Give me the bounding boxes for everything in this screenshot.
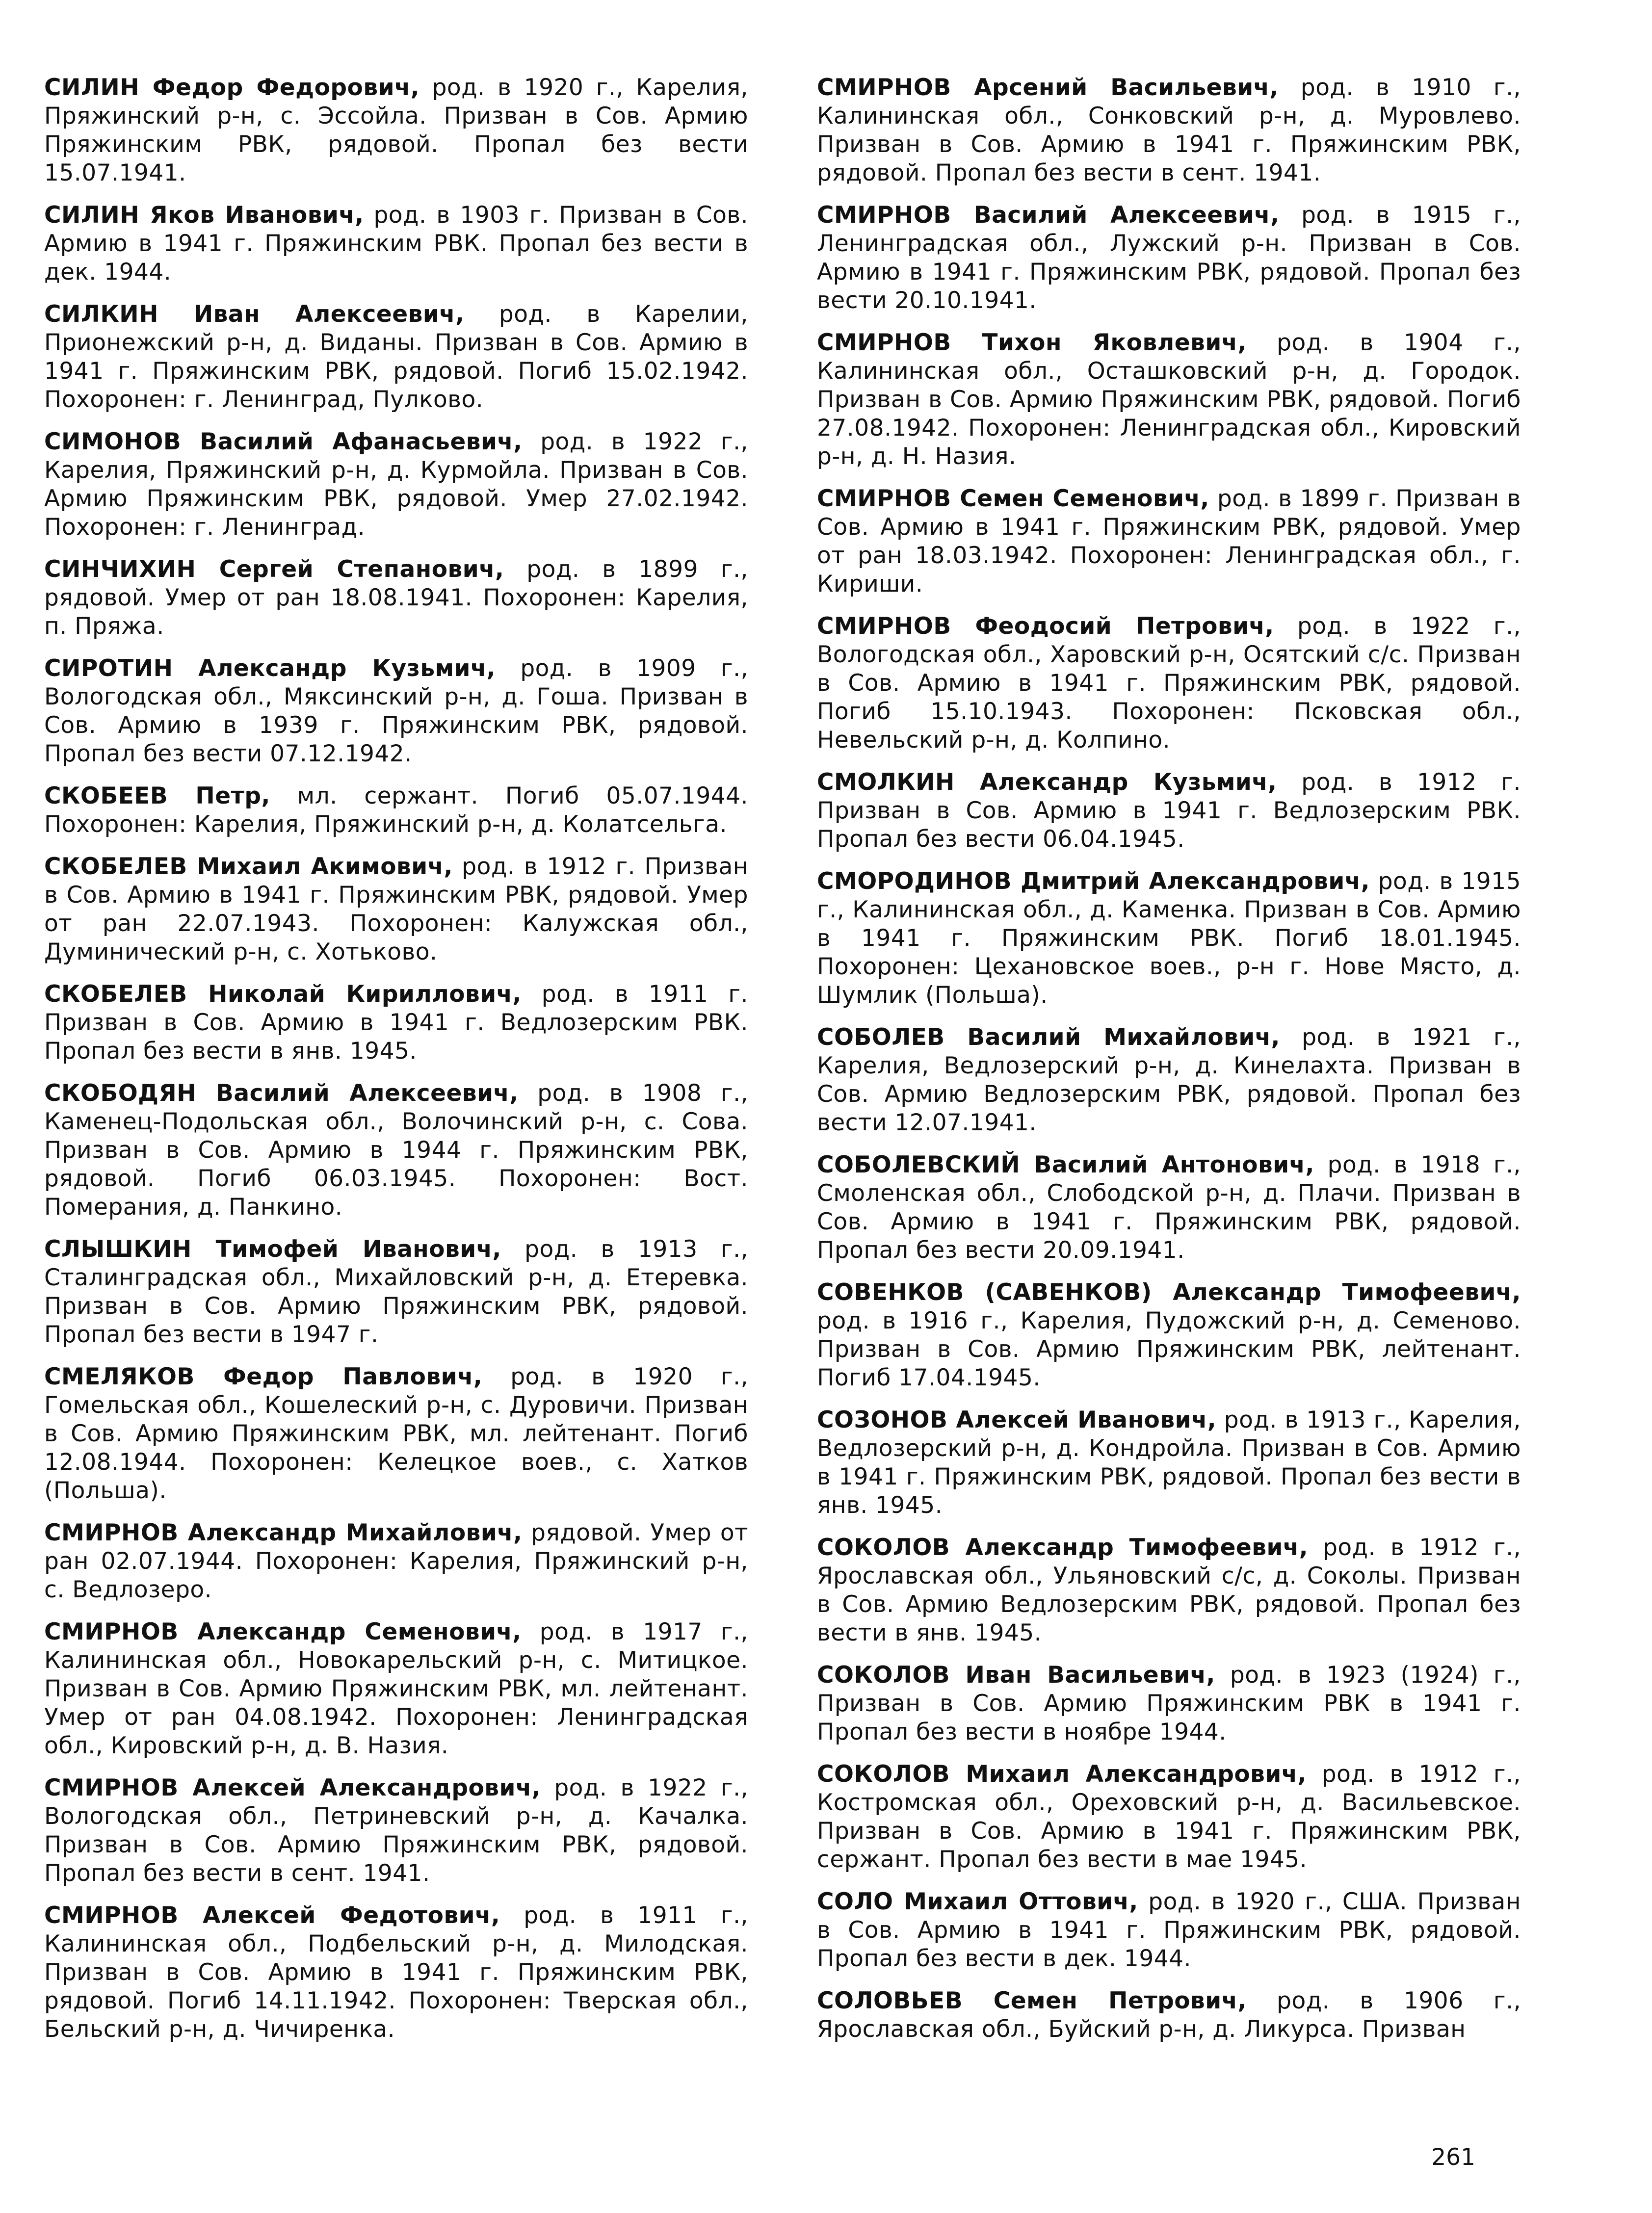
page-number: 261 bbox=[1431, 2144, 1475, 2171]
entry bbox=[44, 1618, 748, 1760]
entry-name: СОКОЛОВ Михаил Александрович, bbox=[817, 1761, 1307, 1788]
entry-name: СМЕЛЯКОВ Федор Павлович, bbox=[44, 1363, 483, 1390]
entry bbox=[817, 1278, 1521, 1392]
entry-name: СМИРНОВ Алексей Александрович, bbox=[44, 1774, 541, 1801]
entry bbox=[817, 1888, 1521, 1973]
entry-text: род. в 1917 г., Калининская обл., Новокарельский р-н, с. Митицкое. Призван в Сов. Армию Пряжинским РВК, мл. лейтенант. Умер от ран 04.08.1942. Похоронен: Ленинградская обл., Кировский р-н, д. В. Назия. bbox=[44, 1618, 748, 1759]
entry bbox=[817, 768, 1521, 854]
entry-text: рядовой. Умер от ран 02.07.1944. Похоронен: Карелия, Пряжинский р-н, с. Ведлозеро. bbox=[44, 1519, 748, 1603]
entry-text: род. в 1915 г., Калининская обл., д. Каменка. Призван в Сов. Армию в 1941 г. Пряжинским РВК. Погиб 18.01.1945. Похоронен: Цехановское воев., р-н г. Нове Място, д. Шумлик (Польша). bbox=[817, 868, 1521, 1009]
entry bbox=[817, 1151, 1521, 1265]
entry-text: род. в 1909 г., Вологодская обл., Мяксинский р-н, д. Гоша. Призван в Сов. Армию в 1939 г. Пряжинским РВК, рядовой. Пропал без вести 07.12.1942. bbox=[44, 655, 749, 767]
entry bbox=[44, 980, 748, 1066]
entry-text: род. в 1910 г., Калининская обл., Сонковский р-н, д. Муровлево. Призван в Сов. Армию в 1941 г. Пряжинским РВК, рядовой. Пропал без вести в сент. 1941. bbox=[817, 74, 1521, 186]
entry-name: СОБОЛЕВ Василий Михайлович, bbox=[817, 1024, 1280, 1051]
entry-text: род. в 1922 г., Вологодская обл., Харовский р-н, Осятский с/с. Призван в Сов. Армию в 1941 г. Пряжинским РВК, рядовой. Погиб 15.10.1943. Похоронен: Псковская обл., Невельский р-н, д. Колпино. bbox=[817, 613, 1521, 754]
entry-name: СМИРНОВ Александр Семенович, bbox=[44, 1618, 522, 1645]
entry-name: СОЗОНОВ Алексей Иванович, bbox=[817, 1406, 1217, 1433]
entry-name: СИМОНОВ Василий Афанасьевич, bbox=[44, 428, 523, 455]
entry-name: СИЛИН Федор Федорович, bbox=[44, 74, 420, 101]
entry-text: род. в 1918 г., Смоленская обл., Слободской р-н, д. Плачи. Призван в Сов. Армию в 1941 г. Пряжинским РВК, рядовой. Пропал без вести 20.09.1941. bbox=[817, 1151, 1521, 1264]
entry-text: род. в 1903 г. Призван в Сов. Армию в 1941 г. Пряжинским РВК. Пропал без вести в дек. 1944. bbox=[44, 202, 748, 286]
entry bbox=[44, 300, 748, 414]
entry-text: род. в 1912 г., Ярославская обл., Ульяновский с/с, д. Соколы. Призван в Сов. Армию Ведлозерским РВК, рядовой. Пропал без вести в янв. 1945. bbox=[817, 1534, 1521, 1646]
entry-name: СОВЕНКОВ (САВЕНКОВ) Александр Тимофеевич, bbox=[817, 1279, 1521, 1306]
entry-text: род. в 1912 г. Призван в Сов. Армию в 1941 г. Ведлозерским РВК. Пропал без вести 06.04.1945. bbox=[817, 769, 1521, 853]
entry-text: род. в 1922 г., Карелия, Пряжинский р-н, д. Курмойла. Призван в Сов. Армию Пряжинским РВК, рядовой. Умер 27.02.1942. Похоронен: г. Ленинград. bbox=[44, 428, 748, 541]
entry-text: род. в 1904 г., Калининская обл., Осташковский р-н, д. Городок. Призван в Сов. Армию Пряжинским РВК, рядовой. Погиб 27.08.1942. Похоронен: Ленинградская обл., Кировский р-н, д. Н. Назия. bbox=[817, 329, 1521, 470]
entry-name: СИРОТИН Александр Кузьмич, bbox=[44, 655, 496, 682]
entry bbox=[817, 201, 1521, 315]
entry-name: СИНЧИХИН Сергей Степанович, bbox=[44, 556, 504, 583]
entry bbox=[817, 74, 1521, 187]
entry bbox=[44, 1235, 748, 1349]
entry-text: род. в 1915 г., Ленинградская обл., Лужский р-н. Призван в Сов. Армию в 1941 г. Пряжинским РВК, рядовой. Пропал без вести 20.10.1941. bbox=[817, 202, 1521, 314]
entry-text: род. в 1923 (1924) г., Призван в Сов. Армию Пряжинским РВК в 1941 г. Пропал без вести в ноябре 1944. bbox=[817, 1662, 1521, 1745]
entry-text: род. в 1921 г., Карелия, Ведлозерский р-н, д. Кинелахта. Призван в Сов. Армию Ведлозерским РВК, рядовой. Пропал без вести 12.07.1941. bbox=[817, 1024, 1521, 1136]
entry-text: род. в 1922 г., Вологодская обл., Петриневский р-н, д. Качалка. Призван в Сов. Армию Пряжинским РВК, рядовой. Пропал без вести в сент. 1941. bbox=[44, 1774, 749, 1887]
entry bbox=[817, 1760, 1521, 1874]
entry bbox=[817, 485, 1521, 599]
entry-name: СМОЛКИН Александр Кузьмич, bbox=[817, 769, 1277, 796]
entry bbox=[44, 1363, 748, 1505]
right-column bbox=[817, 74, 1521, 2057]
entry-name: СМИРНОВ Александр Михайлович, bbox=[44, 1519, 523, 1546]
entry bbox=[44, 428, 748, 542]
entry bbox=[817, 612, 1521, 755]
entry-name: СКОБЕЛЕВ Николай Кириллович, bbox=[44, 981, 522, 1008]
entry bbox=[44, 1901, 748, 2044]
entry-name: СИЛИН Яков Иванович, bbox=[44, 202, 364, 229]
entry-text: род. в 1920 г., США. Призван в Сов. Армию в 1941 г. Пряжинским РВК, рядовой. Пропал без вести в дек. 1944. bbox=[817, 1888, 1521, 1972]
left-column bbox=[44, 74, 748, 2057]
entry-name: СКОБОДЯН Василий Алексеевич, bbox=[44, 1080, 519, 1107]
entry bbox=[817, 329, 1521, 471]
entry-name: СКОБЕЕВ Петр, bbox=[44, 782, 270, 809]
entry-text: род. в 1920 г., Гомельская обл., Кошелеский р-н, с. Дуровичи. Призван в Сов. Армию Пряжинским РВК, мл. лейтенант. Погиб 12.08.1944. Похоронен: Келецкое воев., с. Хатков (Польша). bbox=[44, 1363, 749, 1504]
entry bbox=[44, 853, 748, 966]
entry-text: род. в 1916 г., Карелия, Пудожский р-н, д. Семеново. Призван в Сов. Армию Пряжинским РВК, лейтенант. Погиб 17.04.1945. bbox=[817, 1307, 1521, 1391]
entry-text: род. в 1899 г., рядовой. Умер от ран 18.08.1941. Похоронен: Карелия, п. Пряжа. bbox=[44, 556, 748, 640]
entry bbox=[817, 1406, 1521, 1520]
entry-text: род. в 1899 г. Призван в Сов. Армию в 1941 г. Пряжинским РВК, рядовой. Умер от ран 18.03.1942. Похоронен: Ленинградская обл., г. Кириши. bbox=[817, 485, 1521, 598]
entry-text: род. в 1912 г., Костромская обл., Ореховский р-н, д. Васильевское. Призван в Сов. Армию в 1941 г. Пряжинским РВК, сержант. Пропал без вести в мае 1945. bbox=[817, 1761, 1521, 1873]
entry-text: род. в 1908 г., Каменец-Подольская обл., Волочинский р-н, с. Сова. Призван в Сов. Армию в 1944 г. Пряжинским РВК, рядовой. Погиб 06.03.1945. Похоронен: Вост. Померания, д. Панкино. bbox=[44, 1080, 749, 1221]
entry bbox=[44, 74, 748, 187]
entry bbox=[44, 654, 748, 768]
entry-name: СОЛО Михаил Оттович, bbox=[817, 1888, 1138, 1915]
entry-name: СОКОЛОВ Иван Васильевич, bbox=[817, 1662, 1215, 1689]
entry-text: род. в Карелии, Прионежский р-н, д. Виданы. Призван в Сов. Армию в 1941 г. Пряжинским РВК, рядовой. Погиб 15.02.1942. Похоронен: г. Ленинград, Пулково. bbox=[44, 301, 748, 413]
entry-text: род. в 1911 г., Калининская обл., Подбельский р-н, д. Милодская. Призван в Сов. Армию в 1941 г. Пряжинским РВК, рядовой. Погиб 14.11.1942. Похоронен: Тверская обл., Бельский р-н, д. Чичиренка. bbox=[44, 1902, 748, 2043]
entry bbox=[817, 1023, 1521, 1137]
entry bbox=[44, 782, 748, 839]
entry-text: мл. сержант. Погиб 05.07.1944. Похоронен: Карелия, Пряжинский р-н, д. Колатсельга. bbox=[44, 782, 748, 838]
entry bbox=[44, 1774, 748, 1888]
entry-name: СМИРНОВ Семен Семенович, bbox=[817, 485, 1209, 512]
entry-text: род. в 1920 г., Карелия, Пряжинский р-н, с. Эссойла. Призван в Сов. Армию Пряжинским РВК, рядовой. Пропал без вести 15.07.1941. bbox=[44, 74, 748, 186]
entry bbox=[817, 1661, 1521, 1746]
entry-text: род. в 1911 г. Призван в Сов. Армию в 1941 г. Ведлозерским РВК. Пропал без вести в янв. 1945. bbox=[44, 981, 749, 1065]
entry-name: СОБОЛЕВСКИЙ Василий Антонович, bbox=[817, 1151, 1314, 1178]
entry-name: СЛЫШКИН Тимофей Иванович, bbox=[44, 1236, 501, 1263]
entry bbox=[44, 1519, 748, 1604]
entry-name: СОКОЛОВ Александр Тимофеевич, bbox=[817, 1534, 1309, 1561]
entry-name: СКОБЕЛЕВ Михаил Акимович, bbox=[44, 853, 453, 880]
entry-name: СМИРНОВ Арсений Васильевич, bbox=[817, 74, 1279, 101]
entry-name: СИЛКИН Иван Алексеевич, bbox=[44, 301, 465, 328]
entry-text: род. в 1906 г., Ярославская обл., Буйский р-н, д. Ликурса. Призван bbox=[817, 1987, 1521, 2043]
entry-name: СОЛОВЬЕВ Семен Петрович, bbox=[817, 1987, 1247, 2014]
entry-text: род. в 1912 г. Призван в Сов. Армию в 1941 г. Пряжинским РВК, рядовой. Умер от ран 22.07.1943. Похоронен: Калужская обл., Думиничеcкий р-н, с. Хотьково. bbox=[44, 853, 748, 965]
entry bbox=[817, 1987, 1521, 2044]
entry-text: род. в 1913 г., Карелия, Ведлозерский р-н, д. Кондройла. Призван в Сов. Армию в 1941 г. Пряжинским РВК, рядовой. Пропал без вести в янв. 1945. bbox=[817, 1406, 1521, 1519]
entry-name: СМИРНОВ Алексей Федотович, bbox=[44, 1902, 500, 1929]
entry bbox=[817, 867, 1521, 1010]
entry-name: СМИРНОВ Василий Алексеевич, bbox=[817, 202, 1280, 229]
entry-name: СМИРНОВ Тихон Яковлевич, bbox=[817, 329, 1247, 356]
entry bbox=[44, 555, 748, 641]
entry-name: СМОРОДИНОВ Дмитрий Александрович, bbox=[817, 868, 1370, 895]
entry bbox=[44, 1079, 748, 1222]
entry-text: род. в 1913 г., Сталинградская обл., Михайловский р-н, д. Етеревка. Призван в Сов. Армию Пряжинским РВК, рядовой. Пропал без вести в 1947 г. bbox=[44, 1236, 749, 1348]
entry bbox=[817, 1534, 1521, 1647]
entry bbox=[44, 201, 748, 286]
entry-name: СМИРНОВ Феодосий Петрович, bbox=[817, 613, 1274, 640]
